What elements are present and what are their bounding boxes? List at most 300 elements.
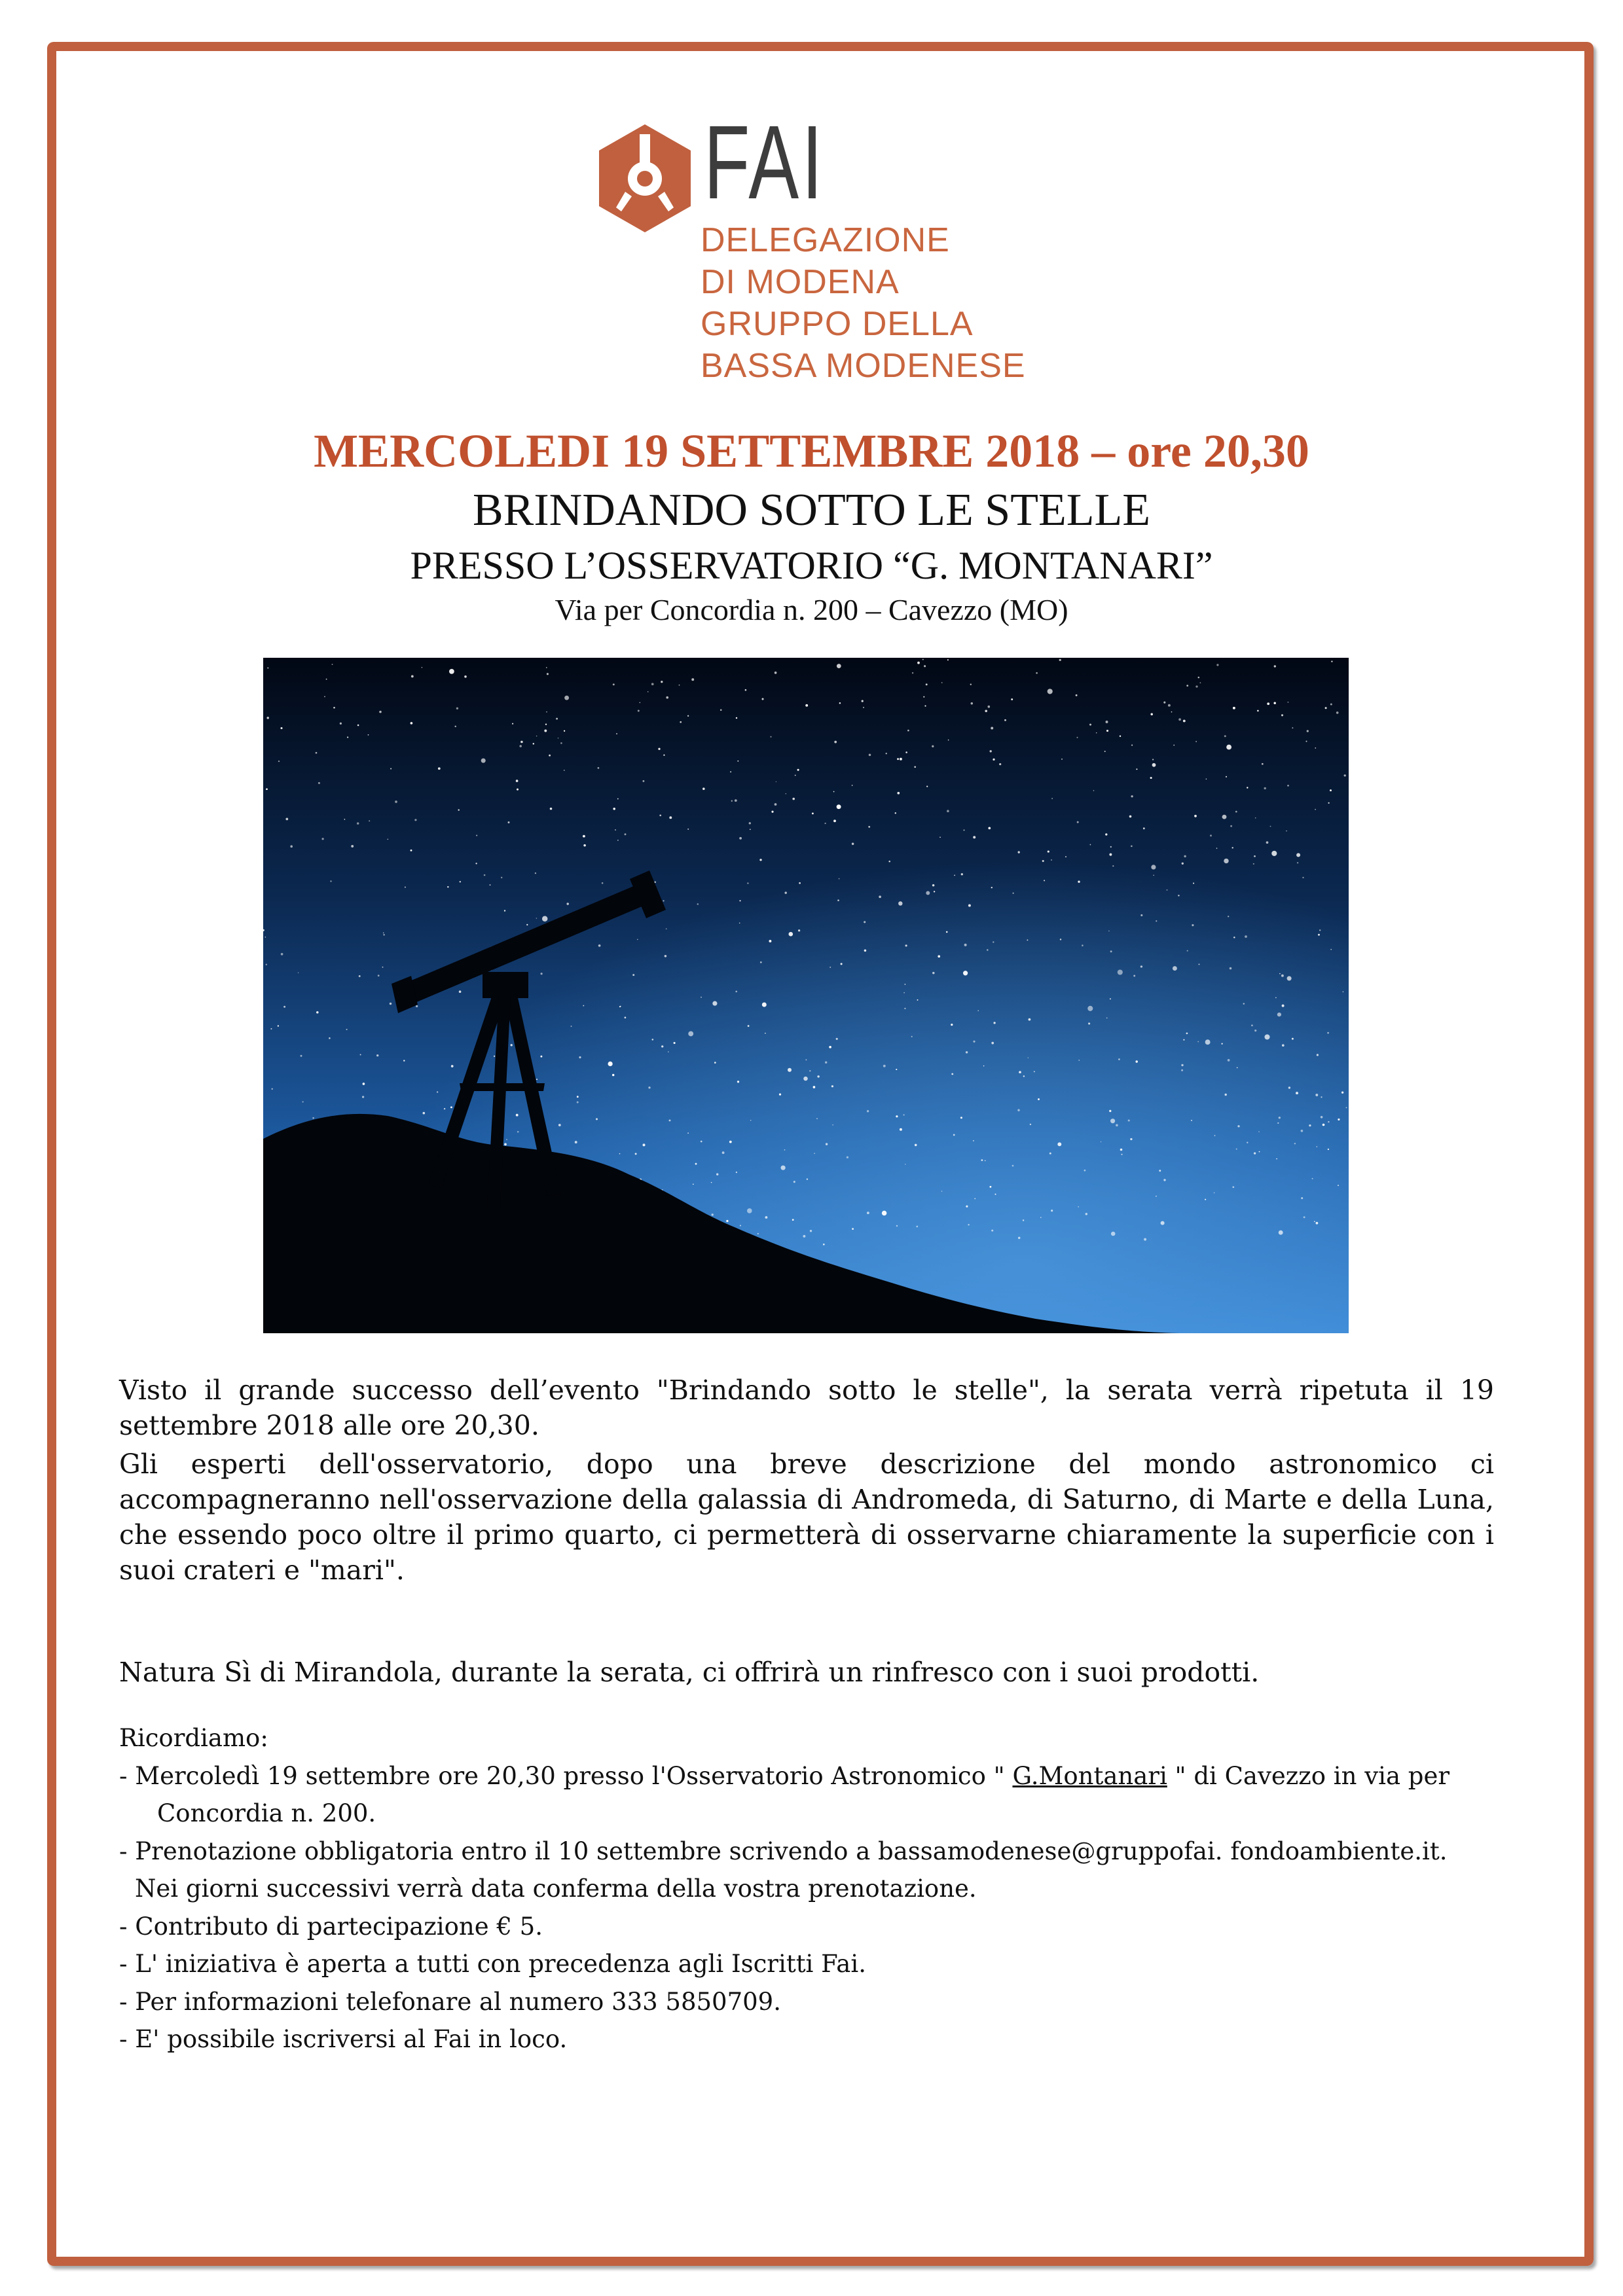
star (1090, 844, 1091, 846)
star (932, 745, 934, 747)
star (898, 901, 902, 905)
star (903, 992, 905, 994)
star (1030, 1124, 1031, 1125)
list-item: - Contributo di partecipazione € 5. (119, 1912, 543, 1941)
star (1216, 664, 1218, 666)
star (1136, 768, 1137, 770)
star (360, 1054, 361, 1055)
star (888, 861, 890, 863)
star (1233, 937, 1235, 939)
star (788, 1068, 792, 1072)
star (533, 743, 534, 744)
montanari-link[interactable]: G.Montanari (1012, 1761, 1167, 1790)
star (1104, 751, 1106, 752)
star (536, 918, 538, 919)
star (388, 839, 389, 840)
star (1276, 1158, 1277, 1160)
star (1060, 939, 1061, 940)
star (1153, 875, 1154, 876)
star (411, 675, 414, 677)
star (757, 1233, 759, 1234)
star (1281, 975, 1284, 977)
star (1224, 735, 1226, 737)
star (651, 683, 654, 685)
star (1110, 1119, 1115, 1123)
star (1118, 969, 1123, 975)
star (695, 1163, 697, 1165)
star (993, 941, 994, 942)
star (647, 691, 649, 692)
star (544, 730, 547, 732)
star (922, 659, 924, 660)
star (739, 900, 740, 901)
star (1195, 741, 1197, 742)
star (1205, 1039, 1211, 1045)
star (654, 881, 656, 883)
star (512, 723, 513, 725)
star (1304, 1216, 1305, 1218)
star (1330, 789, 1332, 791)
star (903, 1114, 905, 1115)
star (1316, 1146, 1317, 1147)
star (450, 1106, 452, 1108)
star (1042, 860, 1044, 862)
star (1206, 779, 1207, 780)
star (966, 1206, 968, 1208)
star (990, 750, 992, 752)
star (1065, 856, 1067, 857)
star (792, 798, 795, 800)
refreshment-paragraph: Natura Sì di Mirandola, durante la serata, ci offrirà un rinfresco con i suoi prodotti. (119, 1657, 1260, 1688)
star (1088, 1022, 1090, 1024)
star (1282, 1005, 1285, 1007)
star (814, 1153, 815, 1154)
star (596, 1118, 598, 1120)
star (1101, 1141, 1102, 1143)
star (1255, 817, 1256, 818)
star (915, 1144, 917, 1147)
star (1144, 1238, 1146, 1241)
star (378, 975, 380, 977)
star (1163, 1179, 1165, 1181)
star (896, 1115, 898, 1117)
star (508, 821, 510, 823)
star (897, 792, 900, 795)
star (635, 1153, 637, 1155)
star (829, 1046, 831, 1049)
star (583, 1005, 584, 1007)
star (731, 800, 733, 802)
star (663, 755, 665, 756)
star (301, 1055, 302, 1057)
star (1187, 950, 1188, 952)
star (1116, 1124, 1118, 1126)
star (619, 1153, 621, 1155)
star (481, 759, 486, 763)
event-venue: PRESSO L’OSSERVATORIO “G. MONTANARI” (410, 544, 1213, 587)
star (867, 1110, 869, 1112)
star (577, 1102, 579, 1103)
star (775, 803, 777, 806)
star (270, 1028, 272, 1030)
star (638, 710, 640, 712)
star (679, 685, 680, 686)
star (1282, 1044, 1285, 1047)
star (760, 961, 762, 963)
star (970, 684, 972, 685)
star (914, 766, 916, 768)
star (410, 722, 413, 725)
star (318, 782, 320, 784)
star (991, 1042, 994, 1045)
star (1328, 1121, 1329, 1122)
star (993, 759, 994, 761)
star (390, 768, 392, 769)
star (403, 1060, 405, 1061)
star (1089, 724, 1091, 726)
star (577, 1096, 579, 1098)
star (1321, 1096, 1322, 1098)
star (1143, 827, 1145, 829)
star (357, 822, 359, 824)
star (735, 799, 737, 802)
star (924, 706, 926, 707)
star (564, 770, 565, 771)
star (798, 929, 800, 931)
star (1232, 847, 1233, 848)
star (941, 682, 943, 683)
star (1173, 745, 1175, 746)
star (1061, 759, 1063, 760)
star (1200, 682, 1201, 683)
star (968, 1224, 969, 1225)
star (1315, 1094, 1318, 1096)
star (792, 1219, 794, 1221)
star (852, 785, 853, 786)
star (1186, 1032, 1188, 1034)
star (817, 1075, 819, 1077)
star (904, 1008, 905, 1009)
star (926, 891, 930, 895)
star (1044, 880, 1045, 881)
star (680, 721, 682, 723)
star (1338, 1119, 1340, 1121)
star (1112, 865, 1114, 867)
star (779, 1093, 781, 1095)
star (266, 717, 268, 719)
star (900, 1128, 902, 1131)
star (1038, 1098, 1040, 1100)
star (994, 1194, 996, 1195)
star (837, 664, 841, 668)
star (475, 863, 477, 864)
star (617, 798, 619, 800)
star (637, 939, 638, 941)
star (1051, 798, 1053, 799)
star (739, 837, 742, 840)
star (1106, 721, 1108, 723)
star (1341, 1092, 1343, 1094)
star (977, 1010, 978, 1011)
star (1262, 763, 1264, 765)
star (1152, 763, 1156, 767)
star (720, 709, 722, 711)
star (1230, 825, 1232, 827)
star (1319, 929, 1321, 931)
star (1294, 1143, 1296, 1144)
star (926, 683, 928, 685)
star (666, 928, 667, 929)
star (1277, 1122, 1279, 1124)
fai-logo (593, 103, 1051, 393)
star (1214, 1135, 1216, 1136)
star (954, 875, 955, 876)
star (896, 1225, 898, 1227)
star (712, 1001, 717, 1006)
logo-line: BASSA MODENESE (701, 347, 1026, 385)
star (616, 733, 617, 734)
star (344, 819, 346, 820)
star (410, 850, 412, 852)
star (652, 1039, 654, 1041)
star (1034, 1071, 1035, 1072)
star (368, 734, 369, 736)
star (1152, 759, 1154, 760)
star (438, 767, 441, 770)
star (267, 668, 268, 669)
star (546, 667, 547, 668)
star (280, 727, 282, 729)
star (1224, 859, 1228, 863)
star (1279, 1117, 1281, 1119)
star (383, 934, 384, 935)
star (1161, 1221, 1165, 1225)
star (1028, 1057, 1029, 1058)
star (1330, 704, 1332, 706)
star (346, 1029, 348, 1030)
star (414, 819, 416, 821)
list-item: - Mercoledì 19 settembre ore 20,30 presso l'Osservatorio Astronomico " G.Montanari " di Cavezzo in via per (119, 1761, 1450, 1790)
star (1059, 659, 1061, 661)
star (1315, 747, 1316, 749)
star (1106, 1018, 1108, 1019)
star (376, 1054, 378, 1056)
star (504, 910, 505, 911)
star (330, 880, 331, 882)
star (917, 662, 920, 664)
star (519, 745, 522, 747)
star (973, 1041, 975, 1043)
star (745, 689, 747, 691)
star (852, 843, 854, 846)
star (1151, 865, 1156, 869)
star (847, 1157, 848, 1158)
star (985, 709, 987, 712)
star (1230, 967, 1232, 970)
star (1023, 1075, 1025, 1077)
star (1194, 815, 1197, 817)
star (905, 944, 907, 946)
star (960, 1117, 962, 1119)
star (329, 1037, 331, 1039)
star (841, 963, 843, 965)
star (674, 1042, 676, 1044)
star (1110, 950, 1112, 952)
star (1181, 1064, 1183, 1066)
star (896, 1069, 897, 1070)
star (1279, 973, 1281, 975)
star (456, 708, 458, 709)
star (830, 967, 831, 968)
star (501, 877, 502, 878)
star (1258, 1131, 1259, 1132)
logo-line: DELEGAZIONE (701, 221, 950, 259)
star (1186, 685, 1188, 687)
star (953, 1134, 955, 1136)
star (608, 1062, 612, 1066)
star (1281, 714, 1283, 716)
star (266, 788, 268, 790)
star (546, 711, 547, 713)
star (535, 872, 536, 874)
star (1078, 881, 1080, 883)
star (1222, 1043, 1223, 1045)
star (711, 1182, 712, 1183)
star (1275, 997, 1277, 998)
star (1226, 776, 1227, 778)
star (1225, 1094, 1227, 1096)
star (911, 1036, 913, 1037)
star (1036, 672, 1038, 674)
star (283, 1006, 285, 1008)
star (1245, 935, 1247, 938)
star (579, 1056, 581, 1058)
star (547, 673, 549, 675)
star (1110, 846, 1112, 848)
star (1168, 704, 1171, 707)
star (1181, 1069, 1183, 1071)
star (1131, 795, 1133, 797)
star (797, 769, 799, 771)
star (739, 923, 740, 924)
star (951, 1073, 953, 1075)
star (882, 1211, 887, 1216)
star (1306, 741, 1307, 742)
star (991, 727, 993, 730)
star (1243, 1003, 1245, 1004)
star (1253, 863, 1254, 865)
star (973, 1140, 974, 1141)
star (1296, 1092, 1298, 1094)
star (447, 886, 448, 888)
star (458, 809, 459, 810)
star (948, 740, 949, 741)
star (1183, 1039, 1184, 1041)
star (668, 1051, 669, 1052)
star (619, 1006, 621, 1007)
star (1331, 660, 1332, 662)
star (612, 1074, 614, 1076)
logo-line: DI MODENA (701, 263, 900, 301)
star (803, 1077, 808, 1081)
star (712, 1213, 714, 1215)
star (941, 1191, 943, 1192)
star (542, 916, 547, 921)
star (281, 953, 283, 956)
star (1226, 745, 1231, 750)
star (1178, 718, 1181, 721)
star (905, 984, 906, 985)
star (795, 775, 796, 776)
star (564, 696, 569, 700)
star (971, 702, 973, 704)
reminders-list (119, 1719, 1494, 2058)
star (1018, 851, 1020, 853)
star (1325, 707, 1327, 709)
star (1182, 863, 1184, 865)
star (1264, 787, 1266, 789)
star (961, 873, 963, 875)
list-item: - E' possibile iscriversi al Fai in loco. (119, 2025, 568, 2053)
star (964, 829, 965, 831)
star (613, 683, 615, 685)
star (1133, 975, 1135, 977)
star (1301, 1197, 1303, 1199)
star (735, 991, 737, 993)
star (1156, 1196, 1157, 1197)
star (549, 755, 551, 757)
star (1078, 1060, 1080, 1061)
star (833, 791, 835, 793)
star (1193, 883, 1194, 884)
star (1198, 963, 1199, 965)
star (1228, 1059, 1230, 1062)
star (643, 1143, 646, 1146)
star (598, 767, 600, 769)
star (714, 1062, 716, 1064)
star (1266, 841, 1269, 844)
star (659, 814, 661, 816)
star (583, 835, 585, 838)
star (506, 1139, 507, 1140)
star (558, 1124, 561, 1126)
star (1019, 1071, 1021, 1073)
star (1259, 1151, 1260, 1153)
star (932, 884, 935, 887)
star (938, 955, 940, 958)
star (1017, 1109, 1019, 1111)
star (598, 944, 601, 947)
star (831, 1085, 833, 1087)
star (1163, 702, 1165, 704)
star (1228, 916, 1229, 917)
star (363, 1083, 365, 1085)
star (701, 1141, 702, 1143)
star (1232, 1186, 1234, 1188)
star (1328, 1149, 1329, 1150)
star (759, 859, 761, 861)
star (1288, 702, 1289, 703)
star (265, 937, 266, 938)
star (1110, 998, 1111, 999)
star (362, 1096, 364, 1098)
star (1049, 1153, 1051, 1155)
star (963, 971, 968, 975)
star (736, 1172, 737, 1173)
star (359, 975, 361, 977)
star (879, 895, 881, 898)
star (1150, 777, 1152, 779)
